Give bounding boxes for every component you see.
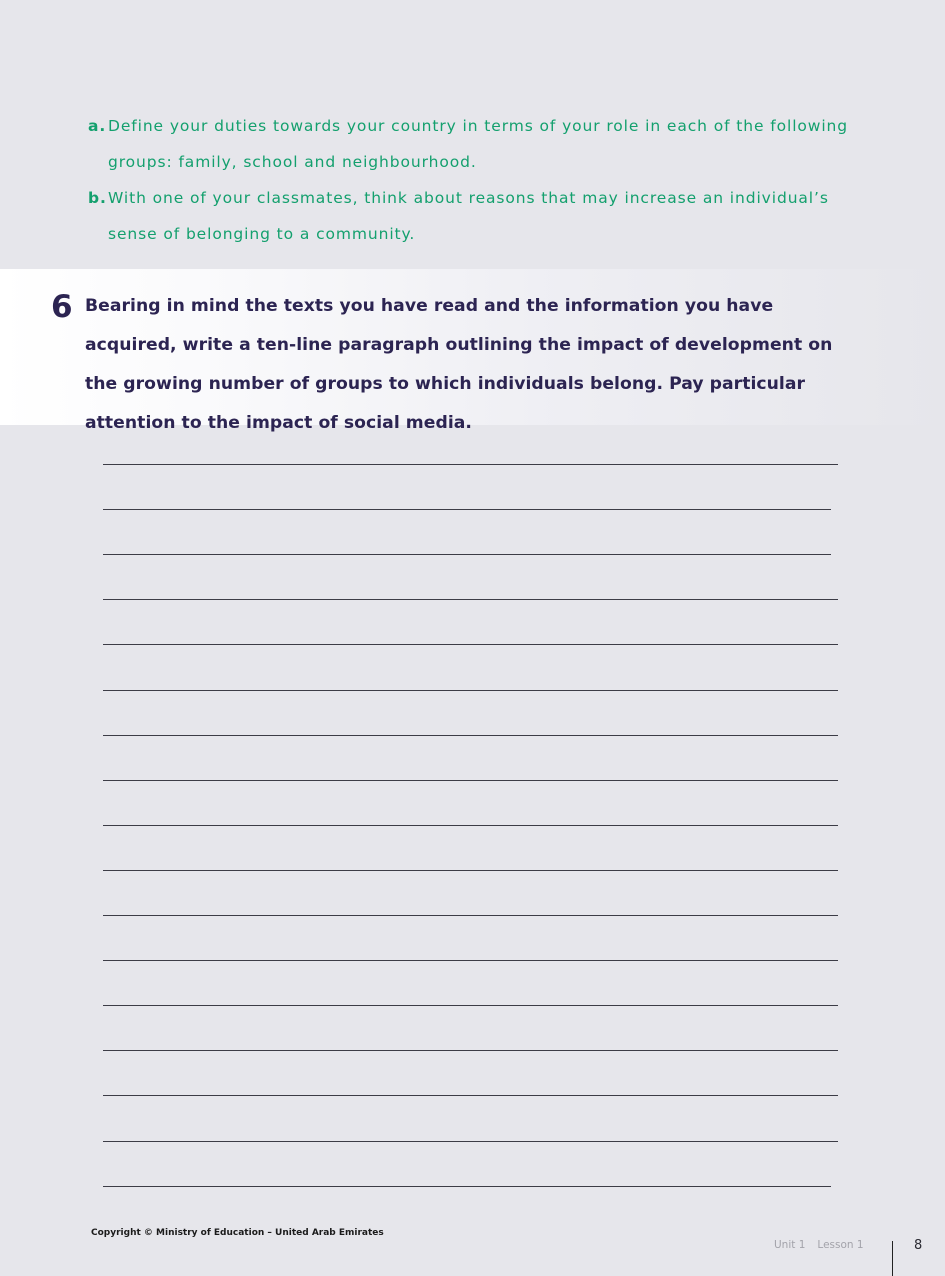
answer-line[interactable] <box>103 644 838 645</box>
answer-line[interactable] <box>103 780 838 781</box>
activity-letter: a. <box>88 117 107 135</box>
answer-line[interactable] <box>103 1186 831 1187</box>
answer-line[interactable] <box>103 1095 838 1096</box>
answer-line[interactable] <box>103 690 838 691</box>
activity-text: Define your duties towards your country in terms of your role in each of the following groups: family, school and neighbourhood. <box>108 117 849 171</box>
page-number: 8 <box>914 1238 923 1253</box>
lesson-label: Lesson 1 <box>817 1239 864 1251</box>
copyright-notice: Copyright © Ministry of Education – United Arab Emirates <box>91 1228 384 1238</box>
answer-line[interactable] <box>103 464 838 465</box>
question-prompt: Bearing in mind the texts you have read and the information you have acquired, write a ten-line paragraph outlining the impact of development on the growing number of groups to which individuals belong. Pay particular attention to the impact of social media. <box>85 296 833 433</box>
activity-item-a <box>88 108 868 180</box>
unit-label: Unit 1 <box>774 1239 806 1251</box>
answer-line[interactable] <box>103 915 838 916</box>
answer-line[interactable] <box>103 599 838 600</box>
activity-text: With one of your classmates, think about reasons that may increase an individual’s sense of belonging to a community. <box>108 189 829 243</box>
unit-lesson-label <box>774 1239 864 1251</box>
answer-line[interactable] <box>103 509 831 510</box>
activity-item-b <box>88 180 868 252</box>
answer-line[interactable] <box>103 1005 838 1006</box>
answer-line[interactable] <box>103 554 831 555</box>
footer-divider <box>892 1241 893 1276</box>
activity-letter: b. <box>88 189 107 207</box>
answer-line[interactable] <box>103 825 838 826</box>
answer-line[interactable] <box>103 735 838 736</box>
activity-list <box>88 108 868 252</box>
answer-line[interactable] <box>103 1050 838 1051</box>
answer-line[interactable] <box>103 1141 838 1142</box>
answer-line[interactable] <box>103 960 838 961</box>
answer-line[interactable] <box>103 870 838 871</box>
question-number: 6 <box>51 289 73 325</box>
